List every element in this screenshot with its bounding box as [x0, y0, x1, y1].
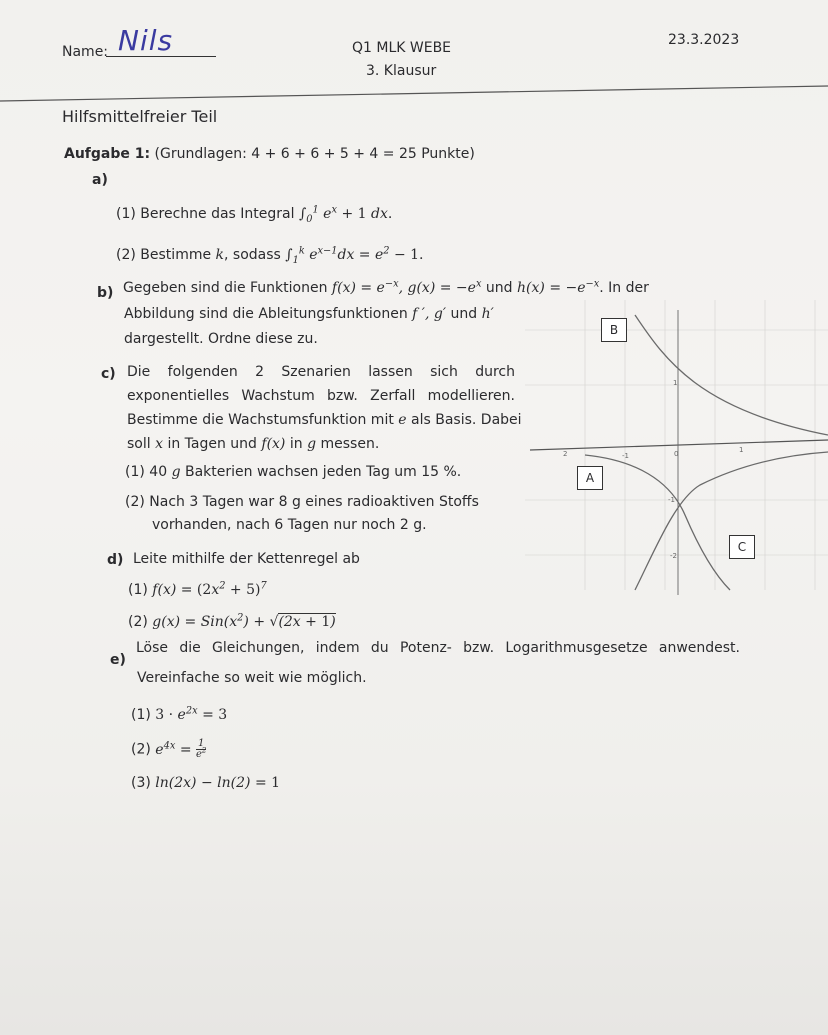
part-c-item-2-line-2: vorhanden, nach 6 Tagen nur noch 2 g.: [152, 517, 427, 533]
part-e-item-1-expr: $3 \cdot e^{2x} = 3$: [155, 705, 228, 723]
task-label: Aufgabe 1:: [64, 146, 151, 162]
part-c-line-3-e: e: [398, 412, 407, 428]
integral-2: $\int_1^k$ $e^{x-1}dx = e^2 - 1$.: [285, 245, 424, 266]
exam-title: 3. Klausur: [366, 63, 437, 79]
integral-1: $\int_0^1$ $e^x + 1$ dx.: [298, 204, 393, 225]
part-b-line-3: dargestellt. Ordne diese zu.: [124, 331, 318, 347]
part-b-line-2: [124, 306, 494, 322]
part-c-item-2: [125, 494, 479, 510]
part-a-item-1: [116, 204, 393, 225]
part-d-item-2-expr: $g(x) = Sin(x^2) + √(2x + 1)$: [152, 612, 336, 630]
part-e-item-2: [131, 739, 206, 760]
part-d-item-1: [128, 582, 267, 598]
part-d-item-2-num: (2): [128, 614, 148, 630]
function-h: $h(x) = -e^{-x}$: [517, 278, 600, 296]
part-a-item-2-text-pre: Bestimme: [140, 247, 212, 263]
part-c-line-4-in: in: [289, 436, 303, 452]
header-divider: [0, 78, 828, 108]
tick-label: 0: [674, 450, 679, 458]
curve-a: [585, 455, 730, 590]
part-d-item-1-expr: $f(x) = (2x^2 + 5)^7$: [152, 580, 267, 598]
part-c-line-3-pre: Bestimme die Wachstumsfunktion mit: [127, 412, 394, 428]
part-c-line-4-pre: soll: [127, 436, 151, 452]
part-e-item-1: [131, 707, 227, 723]
derivatives: f ′, g′: [412, 306, 447, 322]
tick-label: -1: [622, 452, 629, 460]
exam-date: 23.3.2023: [668, 32, 740, 48]
tick-label: -1: [668, 496, 675, 504]
part-d-label: d): [107, 552, 124, 568]
part-e-line-1: [136, 640, 740, 656]
part-b-label: b): [97, 285, 114, 301]
part-d-item-1-num: (1): [128, 582, 148, 598]
tick-label: -2: [670, 552, 677, 560]
part-e-label: e): [110, 652, 126, 668]
part-e-item-2-expr: $e^{4x}$ = $\frac{1}{e^2}$: [155, 738, 207, 760]
part-a-item-2-text-post: , sodass: [224, 247, 281, 263]
part-d-text: Leite mithilfe der Kettenregel ab: [133, 551, 360, 567]
part-e-item-1-num: (1): [131, 707, 151, 723]
task-points: (Grundlagen: 4 + 6 + 6 + 5 + 4 = 25 Punkte): [154, 146, 475, 162]
part-c-item-1-num: (1): [125, 464, 145, 480]
function-f: $f(x) = e^{-x}$, $g(x) = -e^x$: [331, 278, 482, 296]
part-e-item-3-num: (3): [131, 775, 151, 791]
part-c-text: [127, 360, 522, 456]
part-c-line-4-fx: f(x): [261, 436, 286, 452]
tick-label: 2: [563, 450, 568, 458]
name-line: [106, 56, 216, 57]
part-c-line-2: exponentielles Wachstum bzw. Zerfall modellieren.: [127, 388, 515, 404]
part-a-label: a): [92, 172, 108, 188]
part-c-label: c): [101, 366, 116, 382]
part-a-item-2-num: (2): [116, 247, 136, 263]
x-axis: [530, 440, 828, 450]
course-title: Q1 MLK WEBE: [352, 40, 452, 56]
part-c-line-3-post: als Basis. Dabei: [411, 412, 522, 428]
part-c-item-1: [125, 464, 461, 480]
graph-label-c: C: [729, 535, 755, 559]
part-b-line-2-pre: Abbildung sind die Ableitungsfunktionen: [124, 306, 408, 322]
part-e-line-2: Vereinfache so weit wie möglich.: [137, 670, 367, 686]
part-e-item-3-expr: ln(2x) − ln(2) = 1: [155, 775, 281, 791]
part-b-line-1: [123, 280, 649, 296]
part-c-line-4: [127, 432, 515, 456]
part-a-item-1-text: Berechne das Integral: [140, 206, 295, 222]
part-c-item-1-g: g: [171, 464, 181, 480]
part-b-line-1-and: und: [485, 280, 513, 296]
part-c-line-4-mid: in Tagen und: [167, 436, 257, 452]
part-e-line-1-text: Löse die Gleichungen, indem du Potenz- bzw. Logarithmusgesetze anwendest.: [136, 640, 740, 656]
curve-c: [635, 452, 828, 590]
part-d-item-2: [128, 614, 336, 630]
name-signature: Nils: [118, 24, 174, 57]
part-c-line-4-x: x: [155, 436, 163, 452]
part-c-item-2-line-1: Nach 3 Tagen war 8 g eines radioaktiven Stoffs: [149, 494, 479, 510]
part-c-item-1-pre: 40: [149, 464, 168, 480]
part-b-line-1-pre: Gegeben sind die Funktionen: [123, 280, 328, 296]
part-a-item-2-k: k: [215, 247, 225, 263]
part-c-line-4-post: messen.: [320, 436, 380, 452]
part-c-line-4-g: g: [307, 436, 317, 452]
task-heading: [64, 146, 475, 162]
part-e-item-3: [131, 775, 280, 791]
curve-b: [635, 315, 828, 435]
graph-label-b: B: [601, 318, 627, 342]
part-a-item-2: [116, 245, 424, 266]
graph-label-a: A: [577, 466, 603, 490]
part-b-line-1-post: . In der: [599, 280, 649, 296]
part-e-item-2-num: (2): [131, 741, 151, 758]
part-b-line-2-and: und: [450, 306, 478, 322]
part-c-item-2-num: (2): [125, 494, 145, 510]
function-graph: [525, 300, 828, 600]
tick-label: 1: [673, 379, 678, 387]
tick-label: 1: [739, 446, 744, 454]
derivative-h: h′: [481, 306, 494, 322]
part-c-item-1-post: Bakterien wachsen jeden Tag um 15 %.: [185, 464, 462, 480]
part-c-line-1: Die folgenden 2 Szenarien lassen sich durch: [127, 364, 515, 380]
name-label: Name:: [62, 44, 109, 60]
part-a-item-1-num: (1): [116, 206, 136, 222]
section-title: Hilfsmittelfreier Teil: [62, 107, 218, 126]
part-c-line-3: [127, 408, 522, 432]
